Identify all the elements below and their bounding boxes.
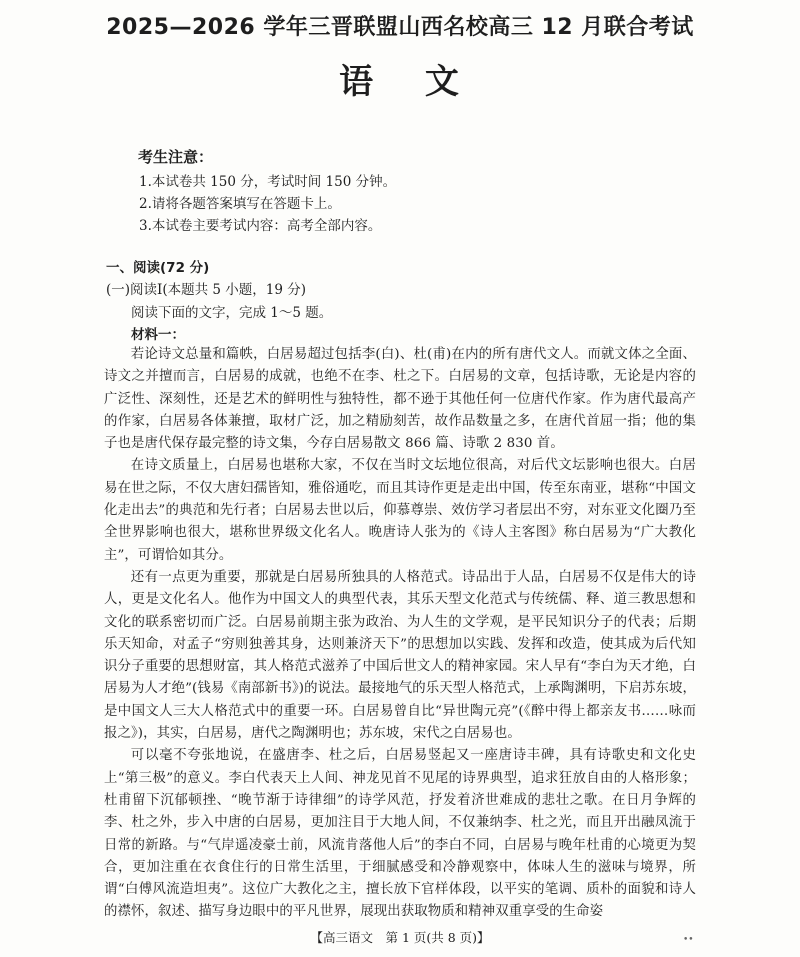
notice-item: 1.本试卷共 150 分，考试时间 150 分钟。: [139, 174, 397, 190]
page-corner-mark: ••: [683, 935, 694, 945]
subject-title: 语 文: [339, 62, 461, 102]
passage-paragraph: 若论诗文总量和篇帙，白居易超过包括李(白)、杜(甫)在内的所有唐代文人。而就文体之全面、诗文之并擅而言，白居易的成就，也绝不在李、杜之下。白居易的文章，包括诗歌，无论是内容的广泛性、深刻性，还是艺术的鲜明性与独特性，都不逊于其他任何一位唐代作家。作为唐代最高产的作家，白居易各体兼擅，取材广泛，加之精励刻苦，故作品数量之多，在唐代首屈一指；他的集子也是唐代保存最完整的诗文集，今存白居易散文 866 篇、诗歌 2 830 首。: [104, 347, 696, 452]
material-label: 材料一：: [131, 327, 185, 343]
reading-instruction: 阅读下面的文字，完成 1～5 题。: [131, 305, 333, 321]
passage-paragraph: 还有一点更为重要，那就是白居易所独具的人格范式。诗品出于人品，白居易不仅是伟大的诗人，更是文化名人。他作为中国文人的典型代表，其乐天型文化范式与传统儒、释、道三教思想和文化的联系密切而广泛。白居易前期主张为政治、为人生的文学观，是平民知识分子的代表；后期乐天知命，对孟子“穷则独善其身，达则兼济天下”的思想加以实践、发挥和改造，使其成为后代知识分子重要的思想财富，其人格范式滋养了中国后世文人的精神家园。宋人早有“李白为天才绝，白居易为人才绝”(钱易《南部新书》)的说法。最接地气的乐天型人格范式，上承陶渊明，下启苏东坡，是中国文人三大人格范式中的重要一环。白居易曾自比“异世陶元亮”(《醉中得上都亲友书……咏而报之》)，其实，白居易，唐代之陶渊明也；苏东坡，宋代之白居易也。: [104, 569, 696, 742]
page-footer: 【高三语文 第 1 页(共 8 页)】: [310, 930, 490, 945]
notice-heading: 考生注意：: [138, 148, 214, 166]
reading-passage: [104, 344, 696, 924]
passage-paragraph: 在诗文质量上，白居易也堪称大家，不仅在当时文坛地位很高，对后代文坛影响也很大。白居易在世之际，不仅大唐妇孺皆知，雅俗通吃，而且其诗作更是走出中国，传至东南亚，堪称“中国文化走出去”的典范和先行者；白居易去世以后，仰慕尊崇、效仿学习者层出不穷，对东亚文化圈乃至全世界影响也很大，堪称世界级文化名人。晚唐诗人张为的《诗人主客图》称白居易为“广大教化主”，可谓恰如其分。: [104, 458, 696, 563]
exam-title: 2025—2026 学年三晋联盟山西名校高三 12 月联合考试: [106, 15, 694, 40]
notice-item: 2.请将各题答案填写在答题卡上。: [139, 196, 341, 212]
section-heading: 一、阅读(72 分): [106, 260, 210, 276]
notice-item: 3.本试卷主要考试内容：高考全部内容。: [139, 218, 382, 234]
passage-paragraph: 可以毫不夸张地说，在盛唐李、杜之后，白居易竖起又一座唐诗丰碑，具有诗歌史和文化史上“第三极”的意义。李白代表天上人间、神龙见首不见尾的诗界典型，追求狂放自由的人格形象；杜甫留下沉郁顿挫、“晚节渐于诗律细”的诗学风范，抒发着济世难成的悲壮之歌。在日月争辉的李、杜之外，步入中唐的白居易，更加注目于大地人间，不仅兼纳李、杜之光，而且开出融凤流于日常的新路。与“气岸遥凌豪士前，风流肯落他人后”的李白不同，白居易与晚年杜甫的心境更为契合，更加注重在衣食住行的日常生活里，于细腻感受和冷静观察中，体味人生的滋味与境界，所谓“白傅风流造坦夷”。这位广大教化之主，擅长放下官样体段，以平实的笔调、质朴的面貌和诗人的襟怀，叙述、描写身边眼中的平凡世界，展现出获取物质和精神双重享受的生命姿: [104, 748, 696, 920]
subsection-heading: (一)阅读Ⅰ(本题共 5 小题，19 分): [106, 282, 307, 298]
